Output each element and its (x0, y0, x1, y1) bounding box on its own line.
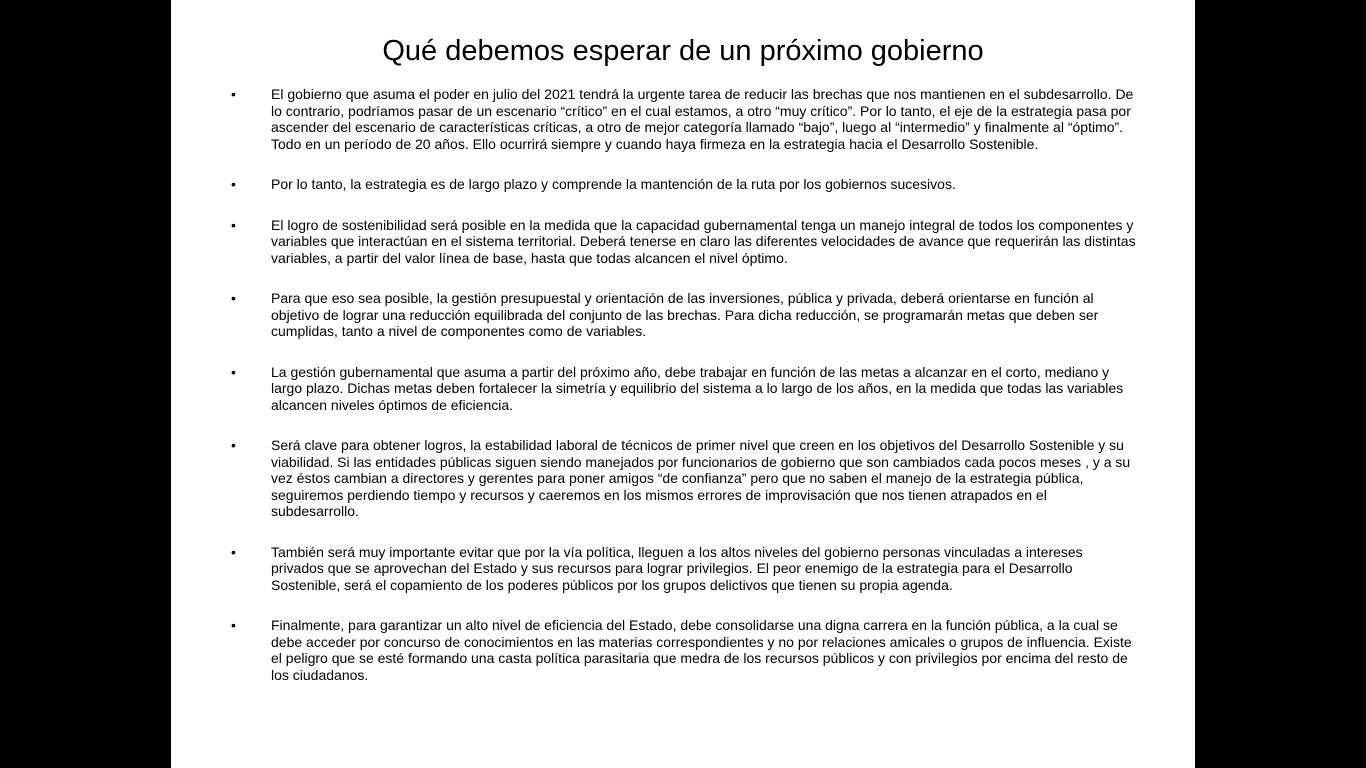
bullet-text: El logro de sostenibilidad será posible en la medida que la capacidad gubernamental tenga un manejo integral de todos los componentes y variables que interactúan en el sistema territorial. Deberá tenerse en claro las diferentes velocidades de avance que requerirán las distintas variables, a partir del valor línea de base, hasta que todas alcancen el nivel óptimo. (271, 216, 1136, 266)
bullet-dot-icon: • (231, 216, 236, 233)
bullet-text: Para que eso sea posible, la gestión presupuestal y orientación de las inversiones, pública y privada, deberá orientarse en función al objetivo de lograr una reducción equilibrada del conjunto de las brechas. Para dicha reducción, se programarán metas que deben ser cumplidas, tanto a nivel de componentes como de variables. (271, 290, 1099, 339)
bullet-item (231, 176, 1136, 193)
bullet-dot-icon: • (231, 363, 236, 380)
bullet-dot-icon: • (231, 86, 236, 102)
bullet-text: Finalmente, para garantizar un alto nivel de eficiencia del Estado, debe consolidarse una digna carrera en la función pública, a la cual se debe acceder por concurso de conocimientos en las materias correspondientes y no por relaciones amicales o grupos de influencia. Existe el peligro que se esté formando una casta política parasitaria que medra de los recursos públicos y con privilegios por encima del resto de los ciudadanos. (271, 617, 1132, 683)
slide (171, 0, 1195, 768)
bullet-dot-icon: • (231, 290, 236, 306)
bullet-dot-icon: • (231, 543, 236, 560)
bullet-text: El gobierno que asuma el poder en julio del 2021 tendrá la urgente tarea de reducir las brechas que nos mantienen en el subdesarrollo. De lo contrario, podríamos pasar de un escenario “crítico” en el cual estamos, a otro “muy crítico”. Por lo tanto, el eje de la estrategia pasa por ascender del escenario de características críticas, a otro de mejor categoría llamado “bajo”, luego al “intermedio” y finalmente al “óptimo”. Todo en un período de 20 años. Ello ocurrirá siempre y cuando haya firmeza en la estrategia hacia el Desarrollo Sostenible. (271, 86, 1134, 152)
bullet-item (231, 290, 1136, 340)
bullet-item (231, 217, 1136, 267)
bullet-item (231, 437, 1136, 520)
bullet-list (231, 86, 1136, 707)
slide-title: Qué debemos esperar de un próximo gobierno (382, 35, 984, 67)
bullet-dot-icon: • (231, 617, 236, 633)
bullet-item (231, 364, 1136, 414)
bullet-item (231, 617, 1136, 683)
bullet-dot-icon: • (231, 176, 236, 192)
bullet-dot-icon: • (231, 437, 236, 453)
bullet-text: Por lo tanto, la estrategia es de largo plazo y comprende la mantención de la ruta por los gobiernos sucesivos. (271, 176, 956, 192)
bullet-text: También será muy importante evitar que por la vía política, lleguen a los altos niveles del gobierno personas vinculadas a intereses privados que se aprovechan del Estado y sus recursos para lograr privilegios. El peor enemigo de la estrategia para el Desarrollo Sostenible, será el copamiento de los poderes públicos por los grupos delictivos que tienen su propia agenda. (271, 543, 1083, 593)
bullet-item (231, 544, 1136, 594)
bullet-text: La gestión gubernamental que asuma a partir del próximo año, debe trabajar en función de las metas a alcanzar en el corto, mediano y largo plazo. Dichas metas deben fortalecer la simetría y equilibrio del sistema a lo largo de los años, en la medida que todas las variables alcancen niveles óptimos de eficiencia. (271, 363, 1124, 413)
bullet-item (231, 86, 1136, 152)
bullet-text: Será clave para obtener logros, la estabilidad laboral de técnicos de primer nivel que creen en los objetivos del Desarrollo Sostenible y su viabilidad. Si las entidades públicas siguen siendo manejados por funcionarios de gobierno que son cambiados cada pocos meses , y a su vez éstos cambian a directores y gerentes para poner amigos “de confianza” pero que no saben el manejo de la estrategia pública, seguiremos perdiendo tiempo y recursos y caeremos en los mismos errores de improvisación que nos tienen atrapados en el subdesarrollo. (271, 437, 1131, 519)
